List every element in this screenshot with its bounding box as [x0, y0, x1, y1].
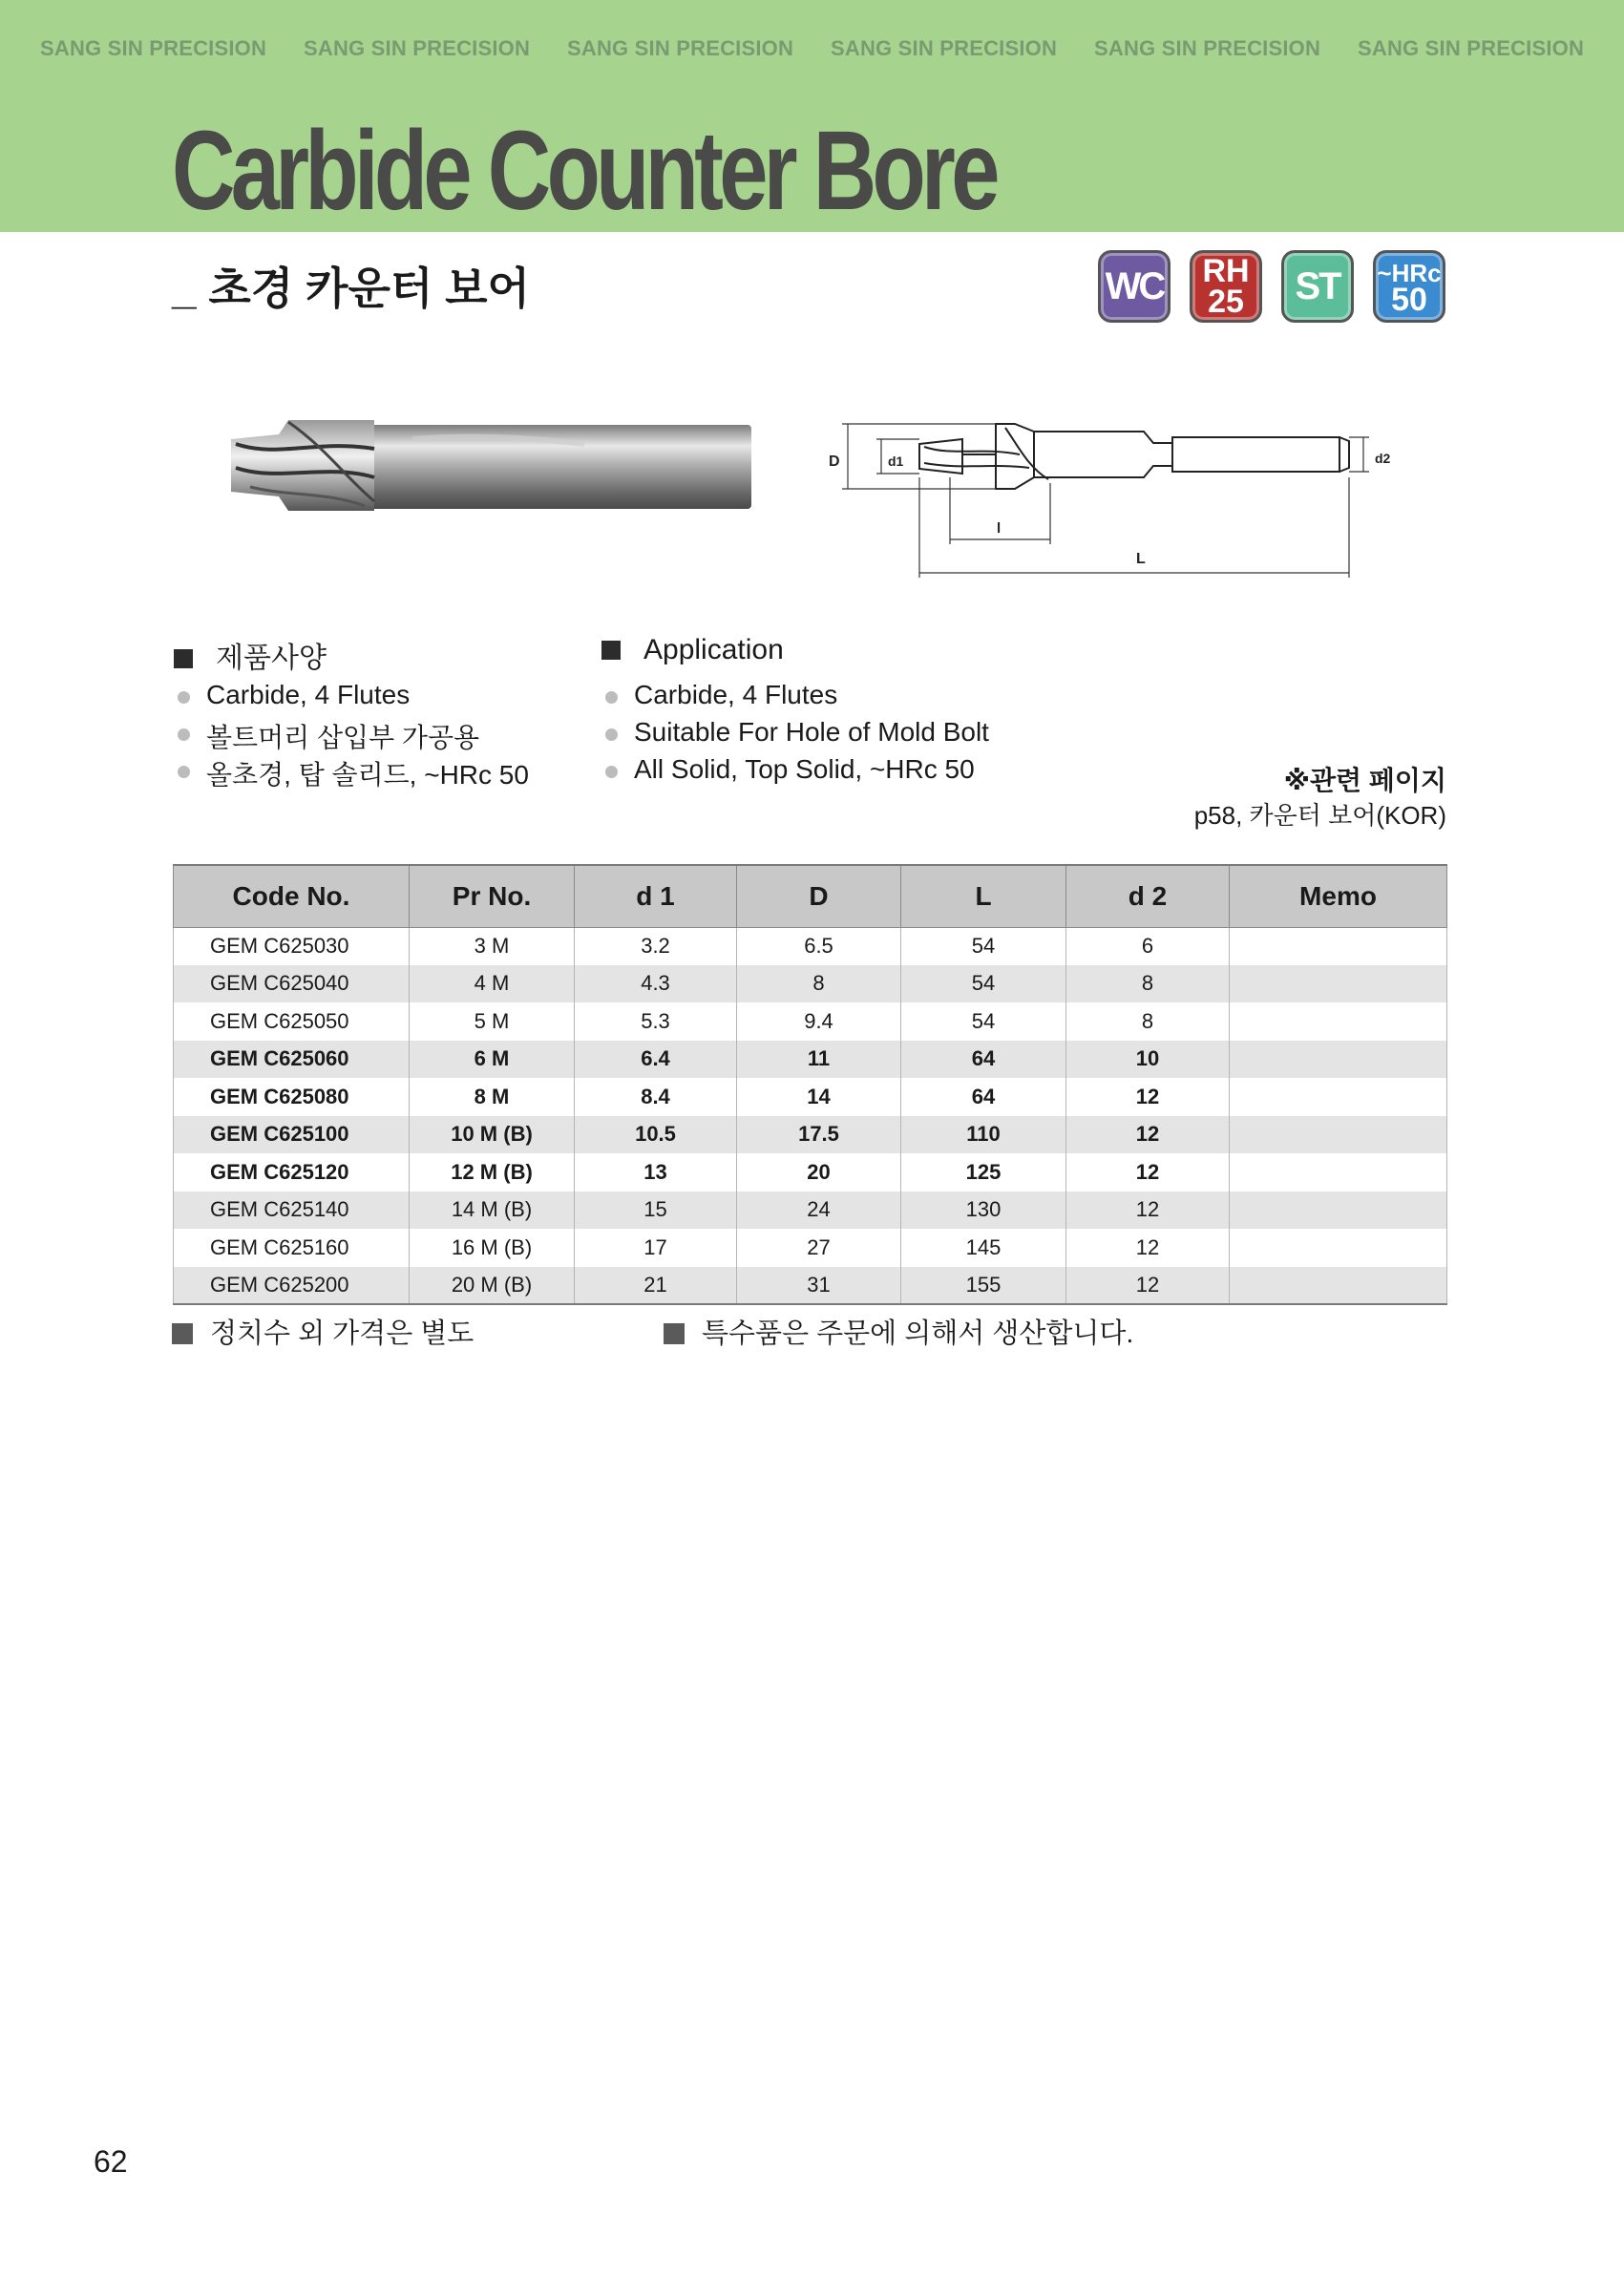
table-cell: GEM C625060 — [174, 1041, 410, 1079]
table-row — [174, 1078, 1447, 1116]
table-cell: GEM C625050 — [174, 1002, 410, 1041]
drawing-label-d2: d2 — [1375, 451, 1391, 466]
hrc-badge-top: ~HRc — [1377, 259, 1442, 287]
table-row — [174, 1267, 1447, 1305]
table-cell: 8 M — [410, 1078, 575, 1116]
table-cell: GEM C625120 — [174, 1153, 410, 1192]
table-cell: 27 — [737, 1229, 901, 1267]
table-cell: 9.4 — [737, 1002, 901, 1041]
page-subtitle: _ 초경 카운터 보어 — [172, 264, 530, 313]
table-cell: 8 — [1066, 965, 1230, 1003]
table-header-row — [174, 865, 1447, 927]
brand-text: SANG SIN PRECISION — [1094, 36, 1321, 60]
spec-table — [173, 864, 1447, 1305]
table-cell: 17 — [575, 1229, 737, 1267]
rh-badge-bottom: 25 — [1208, 284, 1244, 320]
table-cell: 16 M (B) — [410, 1229, 575, 1267]
list-item — [174, 680, 529, 717]
application-heading-label: Application — [643, 634, 784, 665]
list-item — [174, 717, 529, 754]
special-order-footnote — [664, 1312, 1133, 1351]
table-cell: 3 M — [410, 927, 575, 965]
bullet-dot-icon — [605, 728, 618, 741]
table-cell: 10 M (B) — [410, 1116, 575, 1154]
table-cell: 110 — [901, 1116, 1066, 1154]
table-cell: 12 — [1066, 1116, 1230, 1154]
brand-text: SANG SIN PRECISION — [831, 36, 1058, 60]
table-cell: 6 M — [410, 1041, 575, 1079]
table-row — [174, 965, 1447, 1003]
table-cell: 10 — [1066, 1041, 1230, 1079]
table-cell: 12 — [1066, 1229, 1230, 1267]
table-cell — [1230, 1078, 1447, 1116]
square-bullet-icon — [174, 649, 193, 668]
hrc-badge — [1373, 250, 1445, 323]
table-cell — [1230, 1002, 1447, 1041]
table-cell: 6 — [1066, 927, 1230, 965]
table-cell: 125 — [901, 1153, 1066, 1192]
application-heading — [601, 634, 784, 666]
column-header: d 2 — [1066, 865, 1230, 927]
table-cell: 12 — [1066, 1078, 1230, 1116]
bullet-dot-icon — [605, 691, 618, 704]
list-item — [601, 717, 989, 754]
table-cell: 14 — [737, 1078, 901, 1116]
table-cell: 15 — [575, 1192, 737, 1230]
table-cell: 5.3 — [575, 1002, 737, 1041]
bullet-dot-icon — [178, 728, 190, 741]
table-cell: 20 — [737, 1153, 901, 1192]
table-cell: 12 M (B) — [410, 1153, 575, 1192]
table-row — [174, 1041, 1447, 1079]
price-footnote — [172, 1312, 474, 1351]
related-page-title: ※관련 페이지 — [1283, 766, 1446, 795]
list-item — [174, 754, 529, 791]
table-cell: GEM C625200 — [174, 1267, 410, 1305]
page-number: 62 — [94, 2144, 128, 2179]
table-cell — [1230, 1153, 1447, 1192]
table-cell: 155 — [901, 1267, 1066, 1305]
table-cell: 4.3 — [575, 965, 737, 1003]
column-header: Code No. — [174, 865, 410, 927]
wc-badge-text: WC — [1105, 264, 1164, 307]
hrc-badge-bottom: 50 — [1391, 282, 1427, 318]
table-cell: GEM C625140 — [174, 1192, 410, 1230]
table-cell: GEM C625100 — [174, 1116, 410, 1154]
tool-photo-image — [221, 411, 756, 520]
list-item-text: All Solid, Top Solid, ~HRc 50 — [634, 754, 975, 784]
square-bullet-icon — [664, 1323, 685, 1344]
table-cell — [1230, 1041, 1447, 1079]
square-bullet-icon — [172, 1323, 193, 1344]
price-footnote-text: 정치수 외 가격은 별도 — [210, 1318, 475, 1349]
wc-badge — [1098, 250, 1171, 323]
table-cell: 8.4 — [575, 1078, 737, 1116]
table-cell: 13 — [575, 1153, 737, 1192]
column-header: d 1 — [575, 865, 737, 927]
table-cell: 10.5 — [575, 1116, 737, 1154]
table-cell: 20 M (B) — [410, 1267, 575, 1305]
table-cell: 3.2 — [575, 927, 737, 965]
table-cell: GEM C625030 — [174, 927, 410, 965]
table-cell: 6.4 — [575, 1041, 737, 1079]
brand-text: SANG SIN PRECISION — [40, 36, 267, 60]
table-cell: 5 M — [410, 1002, 575, 1041]
table-cell — [1230, 927, 1447, 965]
table-cell: 12 — [1066, 1267, 1230, 1305]
st-badge-text: ST — [1295, 264, 1340, 307]
list-item-text: 올초경, 탑 솔리드, ~HRc 50 — [206, 760, 529, 790]
page-title: Carbide Counter Bore — [172, 108, 996, 234]
list-item-text: 볼트머리 삽입부 가공용 — [206, 723, 480, 752]
related-page-link: p58, 카운터 보어(KOR) — [1193, 801, 1446, 830]
drawing-label-l: l — [997, 520, 1002, 537]
column-header: Pr No. — [410, 865, 575, 927]
bullet-dot-icon — [178, 766, 190, 778]
table-row — [174, 1116, 1447, 1154]
table-cell: 4 M — [410, 965, 575, 1003]
drawing-label-L: L — [1136, 551, 1146, 567]
table-cell: 12 — [1066, 1153, 1230, 1192]
table-cell: 24 — [737, 1192, 901, 1230]
list-item-text: Carbide, 4 Flutes — [634, 680, 838, 709]
table-cell: 6.5 — [737, 927, 901, 965]
table-cell: 17.5 — [737, 1116, 901, 1154]
application-bullet-list — [601, 680, 989, 791]
table-cell: 64 — [901, 1078, 1066, 1116]
column-header: L — [901, 865, 1066, 927]
table-cell: 8 — [737, 965, 901, 1003]
bullet-dot-icon — [178, 691, 190, 704]
table-cell — [1230, 1229, 1447, 1267]
bullet-dot-icon — [605, 766, 618, 778]
table-cell: GEM C625080 — [174, 1078, 410, 1116]
rh-badge-top: RH — [1202, 253, 1250, 289]
special-order-footnote-text: 특수품은 주문에 의해서 생산합니다. — [702, 1318, 1134, 1349]
tool-dimension-drawing — [829, 411, 1402, 582]
spec-heading — [174, 634, 327, 676]
table-cell: 11 — [737, 1041, 901, 1079]
drawing-label-d1: d1 — [888, 453, 904, 469]
brand-text: SANG SIN PRECISION — [304, 36, 531, 60]
brand-row — [0, 36, 1624, 67]
list-item-text: Suitable For Hole of Mold Bolt — [634, 717, 989, 747]
table-cell: 31 — [737, 1267, 901, 1305]
table-row — [174, 1153, 1447, 1192]
list-item — [601, 680, 989, 717]
st-badge — [1281, 250, 1354, 323]
brand-text: SANG SIN PRECISION — [567, 36, 794, 60]
table-cell: 12 — [1066, 1192, 1230, 1230]
spec-heading-label: 제품사양 — [216, 643, 327, 674]
table-cell: 130 — [901, 1192, 1066, 1230]
column-header: Memo — [1230, 865, 1447, 927]
table-row — [174, 1192, 1447, 1230]
list-item-text: Carbide, 4 Flutes — [206, 680, 411, 709]
table-cell: 145 — [901, 1229, 1066, 1267]
table-cell: 64 — [901, 1041, 1066, 1079]
list-item — [601, 754, 989, 791]
table-cell: 54 — [901, 1002, 1066, 1041]
drawing-label-D: D — [829, 453, 840, 470]
spec-bullet-list — [174, 680, 529, 791]
table-cell: 21 — [575, 1267, 737, 1305]
table-cell: 8 — [1066, 1002, 1230, 1041]
table-cell — [1230, 965, 1447, 1003]
table-cell: 54 — [901, 927, 1066, 965]
brand-text: SANG SIN PRECISION — [1358, 36, 1585, 60]
column-header: D — [737, 865, 901, 927]
table-cell: GEM C625160 — [174, 1229, 410, 1267]
table-cell — [1230, 1116, 1447, 1154]
square-bullet-icon — [601, 641, 621, 660]
table-cell — [1230, 1192, 1447, 1230]
table-cell — [1230, 1267, 1447, 1305]
table-row — [174, 927, 1447, 965]
table-row — [174, 1229, 1447, 1267]
table-row — [174, 1002, 1447, 1041]
table-cell: GEM C625040 — [174, 965, 410, 1003]
rh-badge — [1190, 250, 1262, 323]
table-cell: 14 M (B) — [410, 1192, 575, 1230]
table-cell: 54 — [901, 965, 1066, 1003]
